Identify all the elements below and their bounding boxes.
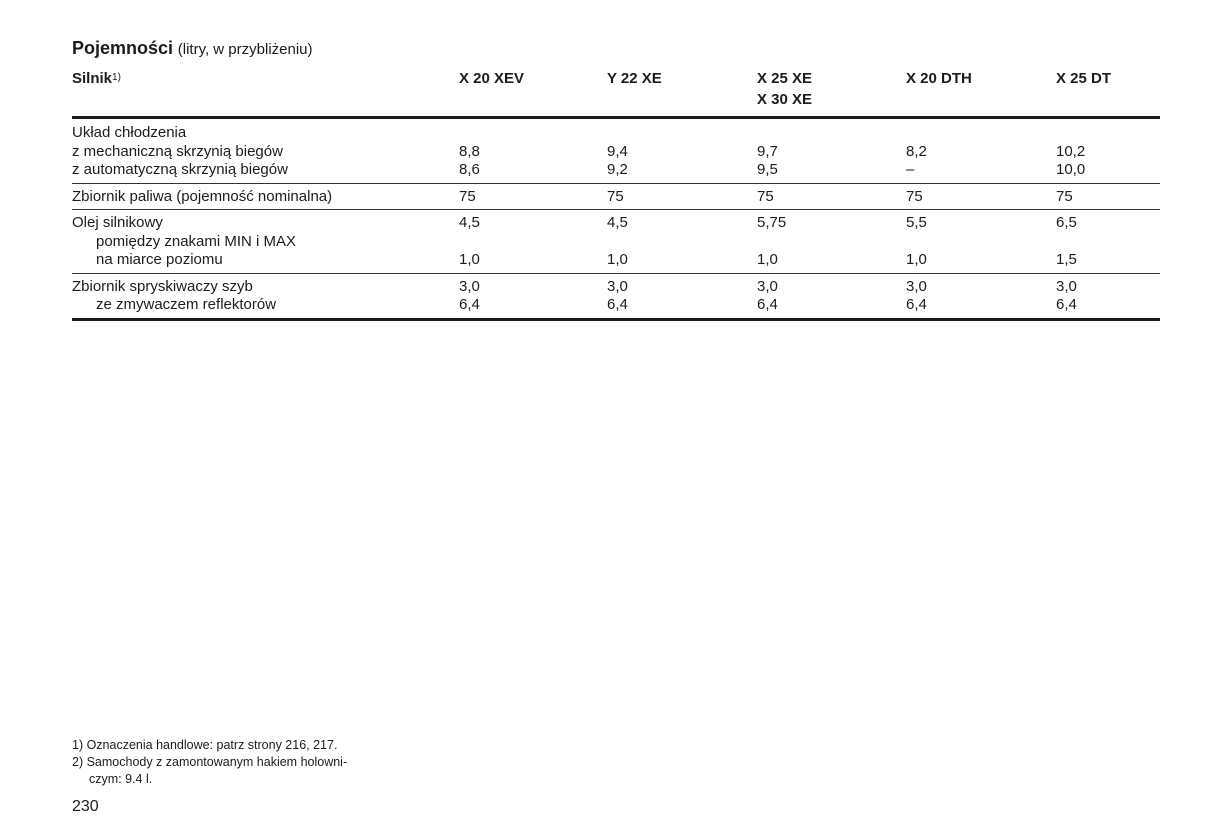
column-header-text: Y 22 XE <box>607 70 662 87</box>
table-row <box>72 161 1160 180</box>
engine-header <box>72 68 121 89</box>
table-row <box>72 124 1160 143</box>
column-header-text: X 30 XE <box>757 91 813 108</box>
engine-label: Silnik <box>72 70 113 87</box>
column-header-text: X 25 DT <box>1056 70 1112 87</box>
table-row <box>72 296 1160 315</box>
value-cell: – <box>906 161 915 178</box>
table-row <box>72 251 1160 270</box>
value-cell: 8,6 <box>459 161 480 178</box>
value-cell: 9,2 <box>607 161 628 178</box>
value-cell: 9,4 <box>607 142 628 160</box>
table-row-group <box>72 119 1160 183</box>
value-cell: 6,4 <box>459 296 480 313</box>
footnote-line: czym: 9.4 l. <box>89 772 153 786</box>
value-cell: 1,0 <box>906 251 927 268</box>
value-cell: 1,0 <box>607 251 628 268</box>
section-title <box>72 38 313 59</box>
engine-footnote-ref: 1) <box>112 72 121 83</box>
table-row-group <box>72 274 1160 318</box>
value-cell: 4,5 <box>607 214 628 231</box>
value-cell: 6,5 <box>1056 214 1077 231</box>
value-cell: 10,2 <box>1056 142 1086 160</box>
value-cell: 5,5 <box>906 214 927 231</box>
column-header-text: X 20 DTH <box>906 70 972 87</box>
row-label: Układ chłodzenia <box>72 124 187 141</box>
row-label: pomiędzy znakami MIN i MAX <box>96 232 297 250</box>
value-cell: 6,4 <box>1056 296 1077 313</box>
title-main: Pojemności <box>72 38 174 58</box>
value-cell: 6,4 <box>757 296 778 313</box>
value-cell: 3,0 <box>607 277 628 295</box>
column-header-5 <box>1056 68 1111 89</box>
table-row <box>72 278 1160 297</box>
row-label: Olej silnikowy <box>72 214 163 231</box>
footnotes <box>72 737 347 788</box>
value-cell: 4,5 <box>459 214 480 231</box>
row-label: Zbiornik paliwa (pojemność nominalna) <box>72 187 333 205</box>
table-header <box>72 66 1160 116</box>
column-header-text: X 25 XE <box>757 70 813 87</box>
value-cell: 8,2 <box>906 142 927 160</box>
value-cell: 3,0 <box>757 277 778 295</box>
value-cell: 1,0 <box>459 251 480 268</box>
value-cell: 5,75 <box>757 214 787 231</box>
bottom-rule <box>72 318 1160 321</box>
value-cell: 10,0 <box>1056 161 1086 178</box>
row-label: z mechaniczną skrzynią biegów <box>72 142 283 160</box>
footnote-line: 1) Oznaczenia handlowe: patrz strony 216, 217. <box>72 738 338 752</box>
value-cell: 3,0 <box>459 277 480 295</box>
value-cell: 75 <box>757 187 774 205</box>
value-cell: 6,4 <box>906 296 927 313</box>
table-row <box>72 233 1160 252</box>
value-cell: 9,7 <box>757 142 778 160</box>
value-cell: 6,4 <box>607 296 628 313</box>
table-row-group <box>72 184 1160 210</box>
column-header-4 <box>906 68 972 89</box>
value-cell: 8,8 <box>459 142 480 160</box>
value-cell: 75 <box>459 187 476 205</box>
column-header-1 <box>459 68 524 89</box>
value-cell: 9,5 <box>757 161 778 178</box>
table-body <box>72 119 1160 318</box>
title-sub: (litry, w przybliżeniu) <box>177 41 313 58</box>
value-cell: 75 <box>1056 187 1073 205</box>
row-label: ze zmywaczem reflektorów <box>96 296 277 313</box>
row-label: na miarce poziomu <box>96 251 223 268</box>
value-cell: 1,5 <box>1056 251 1077 268</box>
column-header-2 <box>607 68 662 89</box>
row-label: Zbiornik spryskiwaczy szyb <box>72 277 253 295</box>
page-number: 230 <box>72 798 99 815</box>
table-row <box>72 143 1160 162</box>
capacities-table <box>72 66 1160 321</box>
table-row <box>72 188 1160 207</box>
footnote-line: 2) Samochody z zamontowanym hakiem holowni- <box>72 755 348 769</box>
value-cell: 3,0 <box>906 277 927 295</box>
value-cell: 1,0 <box>757 251 778 268</box>
value-cell: 75 <box>607 187 624 205</box>
column-header-text: X 20 XEV <box>459 70 525 87</box>
column-header-3 <box>757 68 812 110</box>
value-cell: 75 <box>906 187 923 205</box>
row-label: z automatyczną skrzynią biegów <box>72 161 288 178</box>
value-cell: 3,0 <box>1056 277 1077 295</box>
table-row <box>72 214 1160 233</box>
table-row-group <box>72 210 1160 273</box>
